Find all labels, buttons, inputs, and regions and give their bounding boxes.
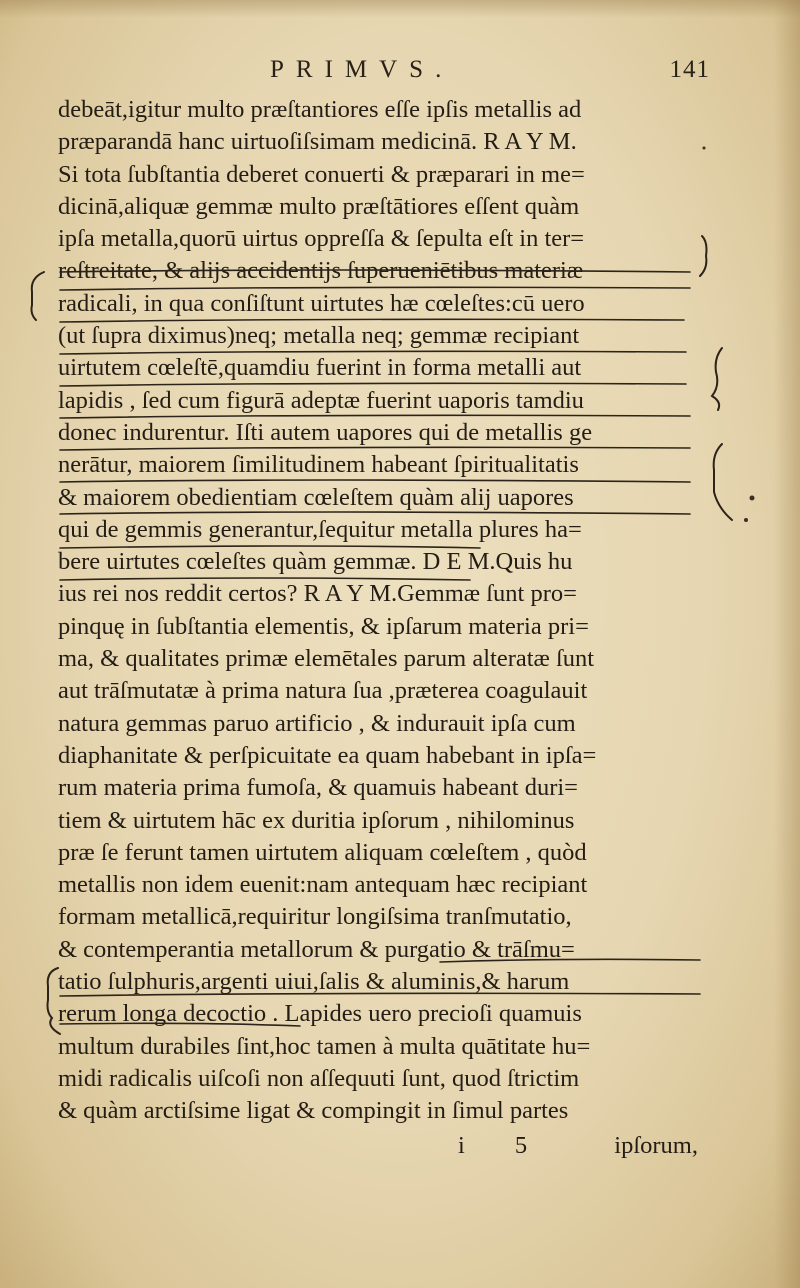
body-text (58, 94, 718, 1128)
page-number: 141 (669, 56, 710, 83)
text-line: diaphanitate & perſpicuitate ea quam habebant in ipſa= (58, 741, 597, 769)
text-line: tiem & uirtutem hāc ex duritia ipſorum , nihilominus (58, 806, 575, 834)
page-footer (58, 1132, 698, 1164)
text-line: ius rei nos reddit certos? R A Y M.Gemmæ ſunt pro= (58, 580, 577, 608)
text-line: reſtreitate, & alijs accidentijs ſuperueniētibus materiæ (58, 257, 584, 285)
page-edge-shadow (774, 0, 800, 1288)
text-line: lapidis , ſed cum figurā adeptæ fuerint uaporis tamdiu (58, 386, 584, 414)
text-line: pinquę in ſubſtantia elementis, & ipſarum materia pri= (58, 612, 589, 640)
page-top-shadow (0, 0, 800, 18)
text-line: nerātur, maiorem ſimilitudinem habeant ſpiritualitatis (58, 451, 579, 479)
catchword: ipſorum, (614, 1132, 698, 1159)
text-line: ipſa metalla,quorū uirtus oppreſſa & ſepulta eſt in ter= (58, 225, 585, 253)
text-line: metallis non idem euenit:nam antequam hæc recipiant (58, 871, 588, 899)
text-line: rum materia prima fumoſa, & quamuis habeant duri= (58, 774, 579, 802)
text-line: natura gemmas paruo artificio , & indurauit ipſa cum (58, 709, 576, 737)
text-line: dicinā,aliquæ gemmæ multo præſtātiores eſſent quàm (58, 192, 580, 220)
page-header (270, 56, 710, 90)
text-line: Si tota ſubſtantia deberet conuerti & præparari in me= (58, 160, 585, 188)
running-head: PRIMVS. (270, 56, 454, 83)
text-line: debeāt,igitur multo præſtantiores eſſe ipſis metallis ad (58, 96, 582, 123)
text-line: & maiorem obedientiam cœleſtem quàm alij uapores (58, 483, 574, 511)
text-line: præ ſe ferunt tamen uirtutem aliquam cœleſtem , quòd (58, 838, 587, 866)
signature-mark: i 5 (458, 1132, 550, 1159)
text-line: (ut ſupra diximus)neq; metalla neq; gemmæ recipiant (58, 322, 580, 350)
ink-speck (750, 496, 755, 501)
text-line: bere uirtutes cœleſtes quàm gemmæ. D E M.Quis hu (58, 548, 573, 576)
text-line: & quàm arctiſsime ligat & compingit in ſimul partes (58, 1097, 569, 1125)
text-line: radicali, in qua conſiſtunt uirtutes hæ cœleſtes:cū uero (58, 289, 585, 317)
text-line: qui de gemmis generantur,ſequitur metalla plures ha= (58, 515, 582, 543)
text-line: uirtutem cœleſtē,quamdiu fuerint in forma metalli aut (58, 354, 582, 382)
margin-bracket (32, 272, 45, 320)
text-line: donec indurentur. Iſti autem uapores qui de metallis ge (58, 418, 593, 446)
text-line: præparandā hanc uirtuoſiſsimam medicinā. R A Y M. (58, 128, 577, 156)
text-line: rerum longa decoctio . Lapides uero precioſi quamuis (58, 1000, 582, 1028)
ink-speck (744, 518, 748, 522)
text-line: ma, & qualitates primæ elemētales parum alteratæ ſunt (58, 645, 595, 673)
text-line: formam metallicā,requiritur longiſsima tranſmutatio, (58, 903, 572, 931)
text-line: aut trāſmutatæ à prima natura ſua ,præterea coagulauit (58, 677, 588, 705)
text-line: tatio ſulphuris,argenti uiui,ſalis & aluminis,& harum (58, 968, 570, 996)
text-line: multum durabiles ſint,hoc tamen à multa quātitate hu= (58, 1032, 591, 1060)
text-line: midi radicalis uiſcoſi non aſſequuti ſunt, quod ſtrictim (58, 1064, 580, 1092)
text-line: & contemperantia metallorum & purgatio & trāſmu= (58, 935, 575, 963)
